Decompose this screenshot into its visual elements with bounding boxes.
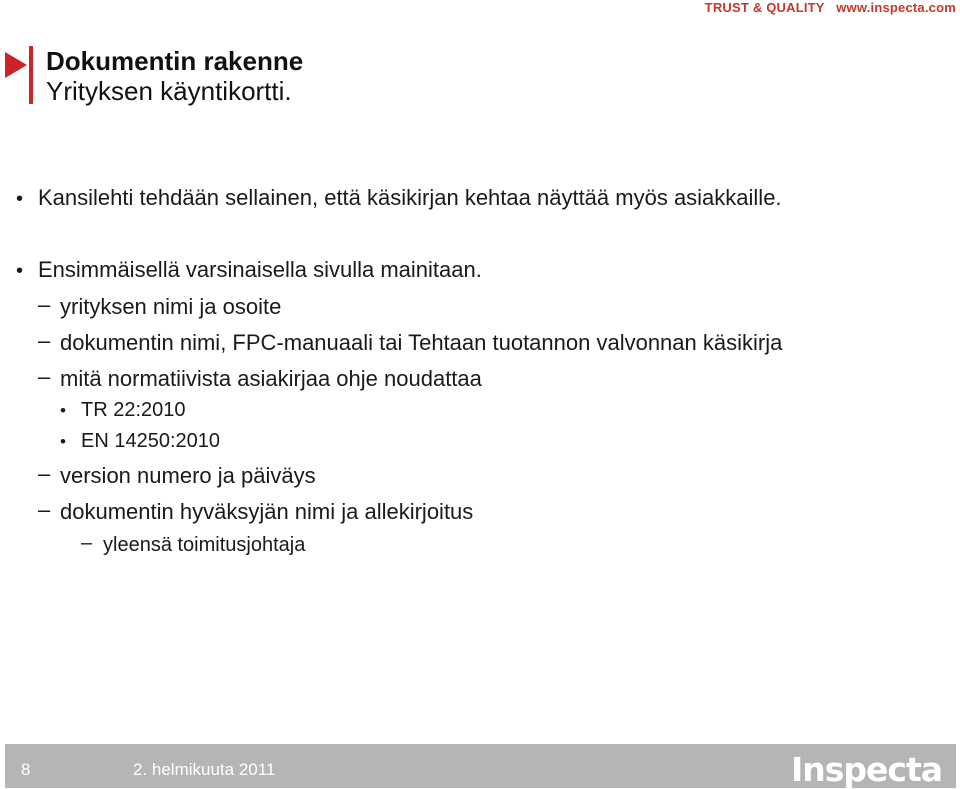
dash-marker: – (38, 461, 51, 486)
list-item: EN 14250:2010 (81, 430, 221, 452)
slide-title: Dokumentin rakenne (46, 46, 304, 76)
dash-marker: – (38, 292, 51, 317)
list-item: version numero ja päiväys (60, 463, 316, 488)
slide-footer (5, 744, 956, 788)
bullet-marker: • (16, 260, 24, 282)
list-item: dokumentin hyväksyjän nimi ja allekirjoitus (60, 499, 474, 524)
brand-tagline: TRUST & QUALITY (704, 0, 825, 15)
title-bar (29, 46, 33, 104)
dash-marker: – (38, 328, 51, 353)
list-item: Ensimmäisellä varsinaisella sivulla mainitaan. (38, 257, 482, 282)
dash-marker: – (38, 364, 51, 389)
bullet-marker: • (60, 401, 66, 420)
slide-subtitle: Yrityksen käyntikortti. (46, 76, 292, 106)
dash-marker: – (38, 497, 51, 522)
title-marker-icon (5, 52, 27, 78)
list-item: dokumentin nimi, FPC-manuaali tai Tehtaan tuotannon valvonnan käsikirja (60, 330, 783, 355)
bullet-marker: • (60, 432, 66, 451)
bullet-marker: • (16, 188, 24, 210)
list-item: mitä normatiivista asiakirjaa ohje noudattaa (60, 366, 482, 391)
list-item: Kansilehti tehdään sellainen, että käsikirjan kehtaa näyttää myös asiakkaille. (38, 185, 782, 210)
page-number: 8 (21, 760, 31, 779)
dash-marker: – (81, 532, 93, 554)
inspecta-logo: Inspecta (790, 750, 942, 789)
list-item: yleensä toimitusjohtaja (103, 534, 306, 556)
brand-url: www.inspecta.com (836, 0, 956, 15)
brand-header (705, 0, 956, 15)
footer-date: 2. helmikuuta 2011 (133, 760, 276, 779)
list-item: yrityksen nimi ja osoite (60, 294, 282, 319)
list-item: TR 22:2010 (81, 399, 186, 421)
